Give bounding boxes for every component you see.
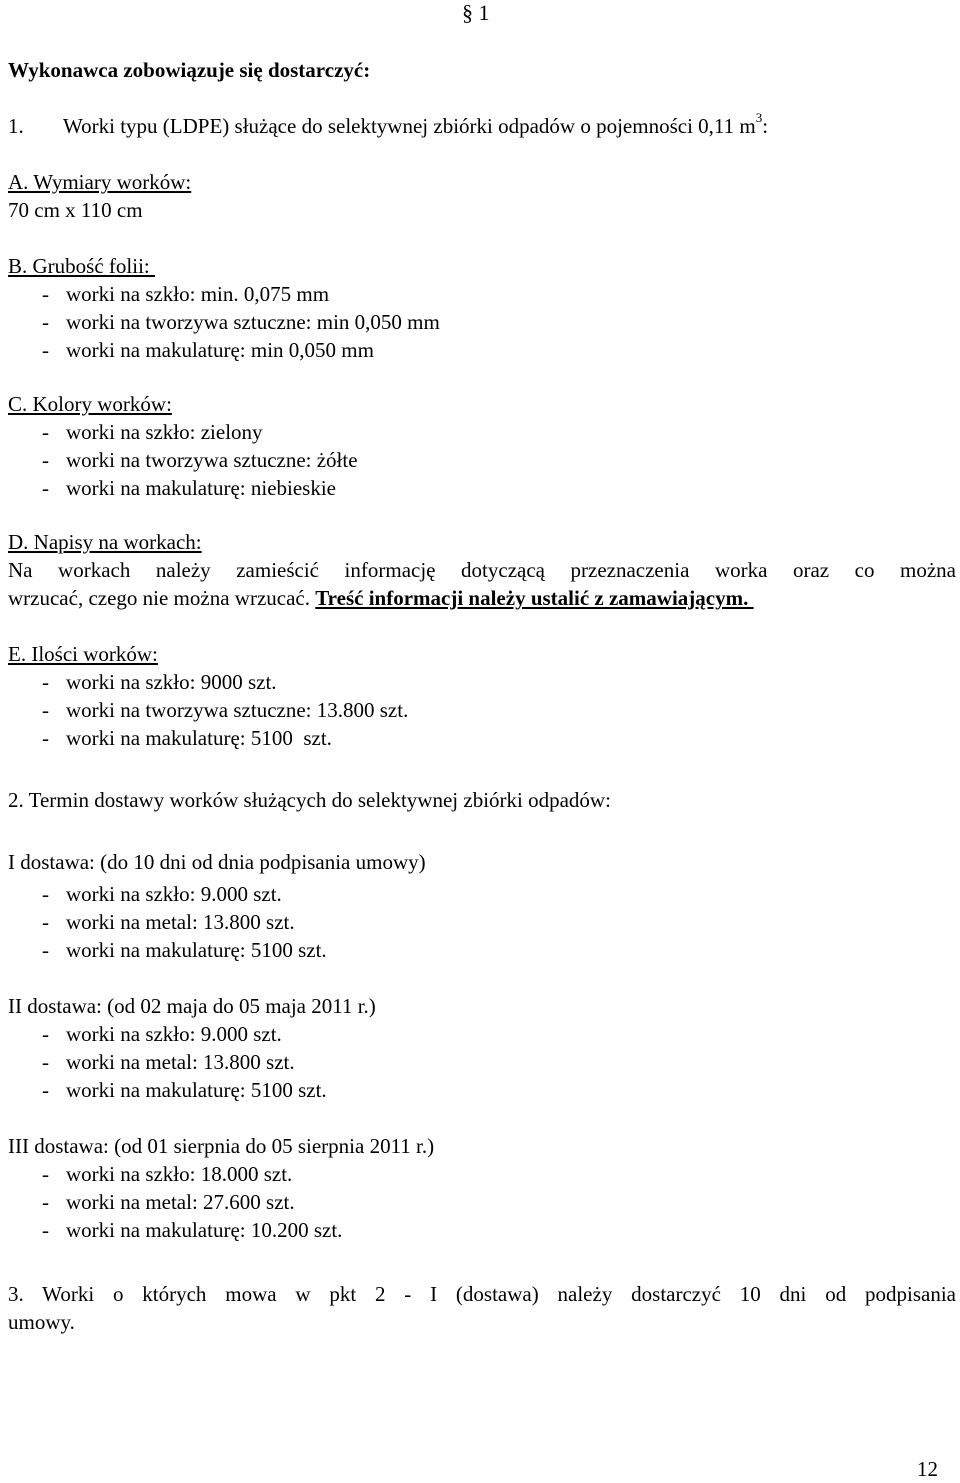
list-item: - worki na makulaturę: 5100 szt.	[42, 938, 327, 962]
item-1-superscript: 3	[755, 110, 763, 125]
page-number: 12	[917, 1457, 938, 1481]
list-item: - worki na makulaturę: 10.200 szt.	[42, 1218, 343, 1242]
item-2: 2. Termin dostawy worków służących do selektywnej zbiórki odpadów:	[8, 788, 611, 812]
section-d-title: D. Napisy na workach:	[8, 530, 202, 554]
section-c-title: C. Kolory worków:	[8, 392, 172, 416]
section-b-title: B. Grubość folii:	[8, 254, 155, 278]
delivery-2	[8, 992, 376, 1104]
list-item: - worki na szkło: 9.000 szt.	[42, 882, 282, 906]
list-item: - worki na makulaturę: 5100 szt.	[42, 1078, 327, 1102]
item-1-tail: :	[762, 114, 769, 138]
section-d-line-1: Na workach należy zamieścić informację dotyczącą przeznaczenia worka oraz co można	[8, 558, 956, 582]
delivery-3-title: III dostawa: (od 01 sierpnia do 05 sierpnia 2011 r.)	[8, 1134, 435, 1158]
delivery-2-title: II dostawa: (od 02 maja do 05 maja 2011 r.)	[8, 994, 376, 1018]
item-3-line-2: umowy.	[8, 1310, 75, 1334]
list-item: - worki na tworzywa sztuczne: 13.800 szt.	[42, 698, 409, 722]
list-item: - worki na szkło: 9.000 szt.	[42, 1022, 282, 1046]
delivery-1	[8, 848, 426, 964]
section-c	[8, 390, 358, 502]
section-mark: § 1	[462, 0, 490, 25]
section-e-title: E. Ilości worków:	[8, 642, 158, 666]
item-3-line-1: 3. Worki o których mowa w pkt 2 - I (dostawa) należy dostarczyć 10 dni od podpisania	[8, 1282, 956, 1306]
section-e	[8, 640, 408, 752]
list-item: - worki na makulaturę: 5100 szt.	[42, 726, 332, 750]
list-item: - worki na metal: 13.800 szt.	[42, 910, 295, 934]
list-item: - worki na makulaturę: niebieskie	[42, 476, 336, 500]
list-item: - worki na szkło: zielony	[42, 420, 263, 444]
section-a	[8, 168, 191, 224]
section-d-emphasis: Treść informacji należy ustalić z zamawiającym.	[315, 586, 754, 610]
list-item: - worki na metal: 13.800 szt.	[42, 1050, 295, 1074]
item-1-number: 1.	[8, 114, 24, 138]
list-item: - worki na metal: 27.600 szt.	[42, 1190, 295, 1214]
section-a-title: A. Wymiary worków:	[8, 170, 192, 194]
section-a-value: 70 cm x 110 cm	[8, 198, 143, 222]
list-item: - worki na makulaturę: min 0,050 mm	[42, 338, 374, 362]
list-item: - worki na tworzywa sztuczne: min 0,050 mm	[42, 310, 440, 334]
section-d-line-2	[8, 584, 754, 612]
list-item: - worki na szkło: 9000 szt.	[42, 670, 277, 694]
section-b	[8, 252, 440, 364]
section-d-plain: wrzucać, czego nie można wrzucać.	[8, 586, 310, 610]
list-item: - worki na tworzywa sztuczne: żółte	[42, 448, 358, 472]
item-1-text: Worki typu (LDPE) służące do selektywnej zbiórki odpadów o pojemności 0,11 m	[63, 114, 756, 138]
delivery-3	[8, 1132, 434, 1244]
section-d-title-row	[8, 528, 202, 556]
list-item: - worki na szkło: min. 0,075 mm	[42, 282, 330, 306]
list-item: - worki na szkło: 18.000 szt.	[42, 1162, 293, 1186]
item-1	[8, 112, 768, 140]
delivery-1-title: I dostawa: (do 10 dni od dnia podpisania umowy)	[8, 850, 426, 874]
document-heading: Wykonawca zobowiązuje się dostarczyć:	[8, 58, 371, 82]
